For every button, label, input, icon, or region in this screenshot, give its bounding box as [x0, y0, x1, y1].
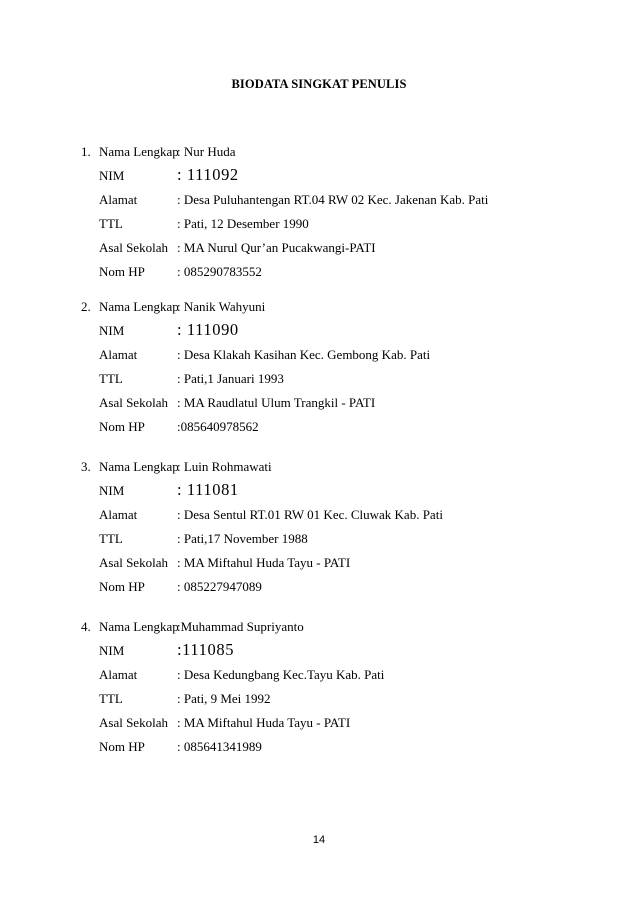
field-row-ttl — [0, 371, 638, 395]
field-label: Nom HP — [99, 579, 145, 594]
entry-number: 2. — [81, 299, 91, 314]
field-value: :111085 — [177, 640, 235, 659]
field-label: Nama Lengkap — [99, 144, 179, 159]
field-label: NIM — [99, 323, 125, 338]
field-row-nim — [0, 640, 638, 667]
field-value: : Desa Sentul RT.01 RW 01 Kec. Cluwak Kab. Pati — [177, 507, 443, 522]
field-value: : Luin Rohmawati — [177, 459, 272, 474]
field-label: Alamat — [99, 192, 138, 207]
entry-number: 3. — [81, 459, 91, 474]
field-row-ttl — [0, 691, 638, 715]
field-label: Nama Lengkap — [99, 619, 179, 634]
field-label: NIM — [99, 483, 125, 498]
field-row-asal-sekolah — [0, 395, 638, 419]
field-value: : 085290783552 — [177, 264, 262, 279]
field-row-alamat — [0, 667, 638, 691]
field-label: NIM — [99, 643, 125, 658]
field-value: : MA Nurul Qur’an Pucakwangi-PATI — [177, 240, 376, 255]
field-row-ttl — [0, 216, 638, 240]
field-label: Asal Sekolah — [99, 555, 168, 570]
field-value: :085640978562 — [177, 419, 259, 434]
field-label: Asal Sekolah — [99, 395, 168, 410]
field-label: Alamat — [99, 507, 138, 522]
field-value: : Desa Puluhantengan RT.04 RW 02 Kec. Jakenan Kab. Pati — [177, 192, 489, 207]
field-value: : Pati, 12 Desember 1990 — [177, 216, 309, 231]
field-value: : MA Raudlatul Ulum Trangkil - PATI — [177, 395, 376, 410]
field-row-nama — [0, 299, 638, 323]
field-label: TTL — [99, 216, 123, 231]
field-row-asal-sekolah — [0, 715, 638, 739]
entry-number: 1. — [81, 144, 91, 159]
field-value: :Muhammad Supriyanto — [177, 619, 304, 634]
field-row-nom-hp — [0, 739, 638, 763]
field-value: : MA Miftahul Huda Tayu - PATI — [177, 715, 351, 730]
field-row-nom-hp — [0, 579, 638, 603]
field-value: : Nur Huda — [177, 144, 236, 159]
field-row-nom-hp — [0, 419, 638, 443]
field-label: NIM — [99, 168, 125, 183]
field-value: : Nanik Wahyuni — [177, 299, 266, 314]
field-row-alamat — [0, 507, 638, 531]
field-label: Nama Lengkap — [99, 299, 179, 314]
field-row-nim — [0, 165, 638, 192]
field-value: : 111090 — [177, 320, 239, 339]
field-row-alamat — [0, 192, 638, 216]
field-row-nama — [0, 144, 638, 168]
field-value: : Desa Klakah Kasihan Kec. Gembong Kab. Pati — [177, 347, 431, 362]
field-label: Nom HP — [99, 739, 145, 754]
field-row-alamat — [0, 347, 638, 371]
field-row-asal-sekolah — [0, 555, 638, 579]
field-value: : 111081 — [177, 480, 239, 499]
document-title: BIODATA SINGKAT PENULIS — [231, 77, 407, 91]
field-label: Asal Sekolah — [99, 240, 168, 255]
field-row-asal-sekolah — [0, 240, 638, 264]
field-value: : Desa Kedungbang Kec.Tayu Kab. Pati — [177, 667, 385, 682]
field-label: Nom HP — [99, 264, 145, 279]
field-value: : 111092 — [177, 165, 239, 184]
field-value: : MA Miftahul Huda Tayu - PATI — [177, 555, 351, 570]
field-label: Alamat — [99, 667, 138, 682]
field-row-nom-hp — [0, 264, 638, 288]
field-label: Alamat — [99, 347, 138, 362]
field-label: Asal Sekolah — [99, 715, 168, 730]
page-number: 14 — [312, 834, 326, 846]
field-label: Nama Lengkap — [99, 459, 179, 474]
field-row-nim — [0, 480, 638, 507]
field-label: TTL — [99, 371, 123, 386]
field-value: : 085641341989 — [177, 739, 262, 754]
field-label: TTL — [99, 531, 123, 546]
field-row-nama — [0, 619, 638, 643]
field-value: : 085227947089 — [177, 579, 262, 594]
field-value: : Pati,1 Januari 1993 — [177, 371, 284, 386]
field-value: : Pati, 9 Mei 1992 — [177, 691, 271, 706]
field-row-nim — [0, 320, 638, 347]
field-row-nama — [0, 459, 638, 483]
field-label: TTL — [99, 691, 123, 706]
field-value: : Pati,17 November 1988 — [177, 531, 308, 546]
entry-number: 4. — [81, 619, 91, 634]
field-label: Nom HP — [99, 419, 145, 434]
field-row-ttl — [0, 531, 638, 555]
